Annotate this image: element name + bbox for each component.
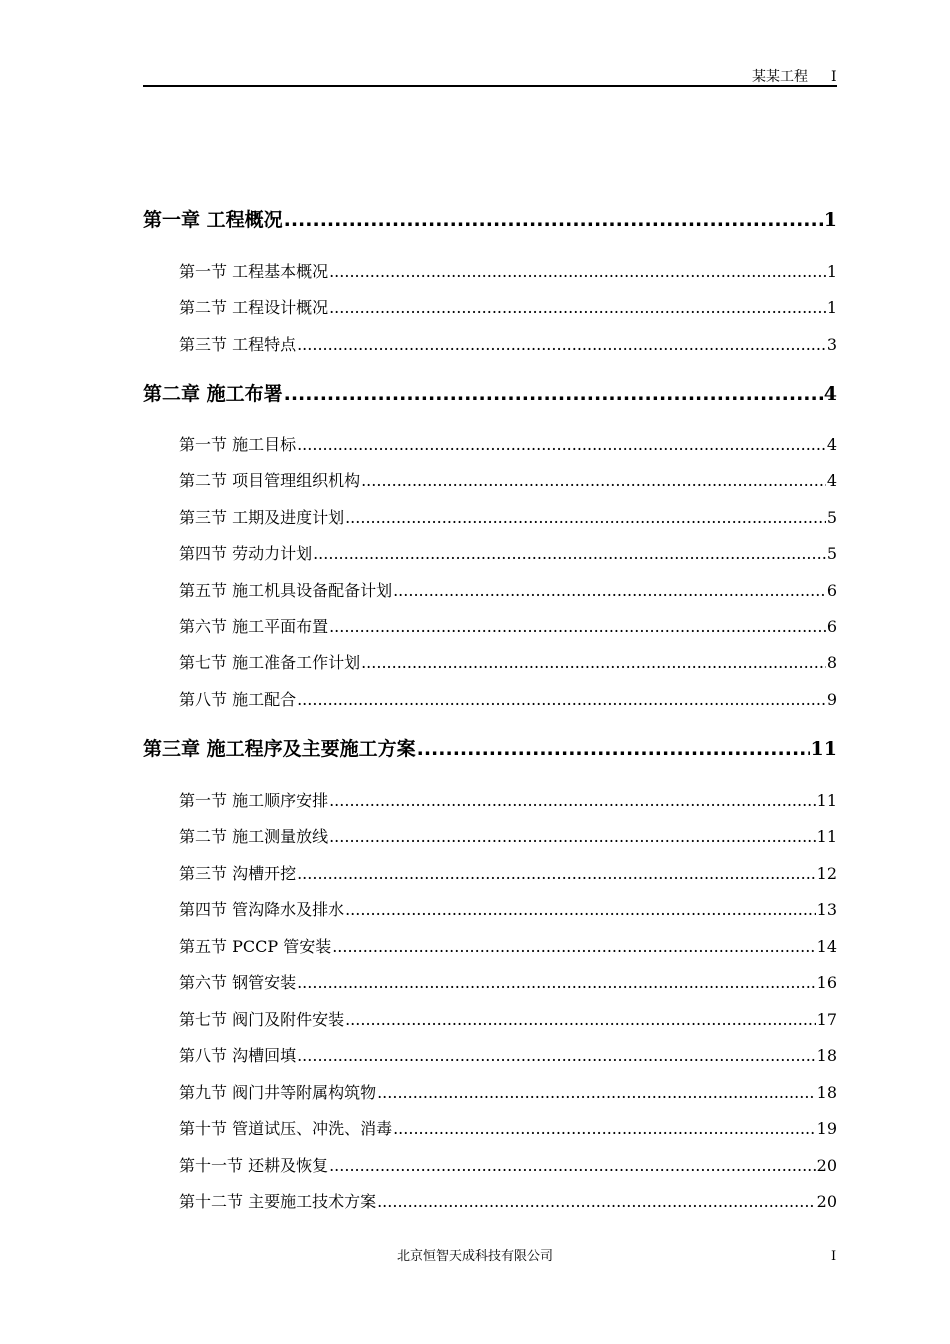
- toc-entry-label: 第十一节 还耕及恢复: [179, 1156, 329, 1175]
- toc-entry-label: 第二节 工程设计概况: [179, 298, 329, 317]
- toc-entry-label: 第三节 工程特点: [179, 335, 297, 354]
- toc-dot-leader: [393, 580, 826, 602]
- toc-dot-leader: [329, 297, 826, 319]
- toc-dot-leader: [361, 470, 826, 492]
- toc-section-entry[interactable]: [179, 261, 837, 283]
- toc-section-entry[interactable]: [179, 1045, 837, 1067]
- toc-chapter-entry[interactable]: [143, 382, 837, 406]
- toc-dot-leader: [377, 1082, 816, 1104]
- toc-dot-leader: [329, 616, 826, 638]
- toc-dot-leader: [297, 689, 826, 711]
- toc-entry-page: 18: [816, 1083, 837, 1102]
- toc-section-entry[interactable]: [179, 616, 837, 638]
- toc-entry-page: 14: [816, 937, 837, 956]
- toc-entry-label: 第八节 施工配合: [179, 690, 297, 709]
- toc-section-entry[interactable]: [179, 434, 837, 456]
- toc-dot-leader: [297, 972, 816, 994]
- toc-entry-label: 第五节 PCCP 管安装: [179, 937, 332, 956]
- toc-entry-label: 第三节 工期及进度计划: [179, 508, 345, 527]
- toc-entry-page: 6: [826, 617, 837, 636]
- toc-section-entry[interactable]: [179, 689, 837, 711]
- toc-entry-label: 第一节 施工目标: [179, 435, 297, 454]
- toc-entry-page: 5: [826, 508, 837, 527]
- toc-entry-page: 19: [816, 1119, 837, 1138]
- toc-entry-page: 1: [826, 298, 837, 317]
- toc-entry-label: 第三章 施工程序及主要施工方案: [143, 738, 416, 760]
- toc-entry-label: 第六节 施工平面布置: [179, 617, 329, 636]
- toc-dot-leader: [284, 208, 823, 232]
- toc-entry-label: 第六节 钢管安装: [179, 973, 297, 992]
- toc-section-entry[interactable]: [179, 543, 837, 565]
- toc-entry-page: 4: [826, 471, 837, 490]
- toc-entry-label: 第八节 沟槽回填: [179, 1046, 297, 1065]
- toc-entry-label: 第一章 工程概况: [143, 209, 283, 231]
- toc-entry-page: 3: [826, 335, 837, 354]
- footer-page-number: I: [831, 1249, 837, 1264]
- toc-dot-leader: [393, 1118, 816, 1140]
- toc-section-entry[interactable]: [179, 507, 837, 529]
- toc-dot-leader: [297, 334, 826, 356]
- toc-entry-label: 第二节 施工测量放线: [179, 827, 329, 846]
- toc-entry-page: 20: [816, 1156, 837, 1175]
- toc-dot-leader: [297, 434, 826, 456]
- toc-entry-label: 第九节 阀门井等附属构筑物: [179, 1083, 377, 1102]
- footer-company: 北京恒智天成科技有限公司: [396, 1249, 553, 1264]
- toc-entry-page: 16: [816, 973, 837, 992]
- toc-entry-page: 11: [816, 791, 837, 810]
- header-title: 某某工程: [752, 69, 808, 85]
- toc-entry-label: 第五节 施工机具设备配备计划: [179, 581, 393, 600]
- toc-section-entry[interactable]: [179, 1082, 837, 1104]
- toc-dot-leader: [417, 737, 810, 761]
- toc-dot-leader: [329, 826, 816, 848]
- toc-entry-page: 5: [826, 544, 837, 563]
- toc-section-entry[interactable]: [179, 826, 837, 848]
- toc-entry-label: 第一节 施工顺序安排: [179, 791, 329, 810]
- toc-entry-page: 8: [826, 653, 837, 672]
- toc-entry-page: 1: [826, 262, 837, 281]
- toc-entry-page: 11: [810, 738, 837, 760]
- toc-entry-page: 9: [826, 690, 837, 709]
- toc-entry-label: 第十节 管道试压、冲洗、消毒: [179, 1119, 393, 1138]
- toc-section-entry[interactable]: [179, 1155, 837, 1177]
- toc-dot-leader: [329, 1155, 816, 1177]
- toc-entry-label: 第四节 劳动力计划: [179, 544, 313, 563]
- header-divider: [143, 85, 837, 87]
- toc-dot-leader: [345, 1009, 816, 1031]
- toc-section-entry[interactable]: [179, 899, 837, 921]
- toc-section-entry[interactable]: [179, 470, 837, 492]
- header-page-number: I: [831, 69, 837, 85]
- toc-section-entry[interactable]: [179, 863, 837, 885]
- toc-entry-label: 第三节 沟槽开挖: [179, 864, 297, 883]
- toc-chapter-entry[interactable]: [143, 737, 837, 761]
- toc-dot-leader: [332, 936, 815, 958]
- toc-entry-page: 1: [823, 209, 837, 231]
- toc-entry-label: 第二章 施工布署: [143, 383, 283, 405]
- toc-dot-leader: [361, 652, 826, 674]
- toc-section-entry[interactable]: [179, 334, 837, 356]
- toc-dot-leader: [329, 790, 816, 812]
- toc-dot-leader: [284, 382, 823, 406]
- toc-entry-label: 第七节 阀门及附件安装: [179, 1010, 345, 1029]
- toc-section-entry[interactable]: [179, 1191, 837, 1213]
- toc-entry-page: 4: [826, 435, 837, 454]
- toc-dot-leader: [377, 1191, 816, 1213]
- toc-section-entry[interactable]: [179, 652, 837, 674]
- toc-dot-leader: [297, 863, 816, 885]
- toc-entry-label: 第一节 工程基本概况: [179, 262, 329, 281]
- toc-entry-page: 18: [816, 1046, 837, 1065]
- toc-dot-leader: [345, 507, 826, 529]
- toc-section-entry[interactable]: [179, 297, 837, 319]
- toc-entry-page: 13: [816, 900, 837, 919]
- toc-entry-label: 第四节 管沟降水及排水: [179, 900, 345, 919]
- toc-entry-page: 17: [816, 1010, 837, 1029]
- toc-section-entry[interactable]: [179, 580, 837, 602]
- toc-entry-page: 4: [823, 383, 837, 405]
- toc-entry-label: 第十二节 主要施工技术方案: [179, 1192, 377, 1211]
- toc-section-entry[interactable]: [179, 790, 837, 812]
- toc-dot-leader: [345, 899, 816, 921]
- toc-section-entry[interactable]: [179, 1009, 837, 1031]
- toc-section-entry[interactable]: [179, 936, 837, 958]
- toc-entry-page: 12: [816, 864, 837, 883]
- toc-entry-label: 第七节 施工准备工作计划: [179, 653, 361, 672]
- toc-section-entry[interactable]: [179, 1118, 837, 1140]
- toc-dot-leader: [313, 543, 826, 565]
- toc-chapter-entry[interactable]: [143, 208, 837, 232]
- toc-entry-page: 20: [816, 1192, 837, 1211]
- toc-entry-page: 6: [826, 581, 837, 600]
- toc-dot-leader: [297, 1045, 816, 1067]
- toc-section-entry[interactable]: [179, 972, 837, 994]
- toc-entry-page: 11: [816, 827, 837, 846]
- toc-dot-leader: [329, 261, 826, 283]
- toc-entry-label: 第二节 项目管理组织机构: [179, 471, 361, 490]
